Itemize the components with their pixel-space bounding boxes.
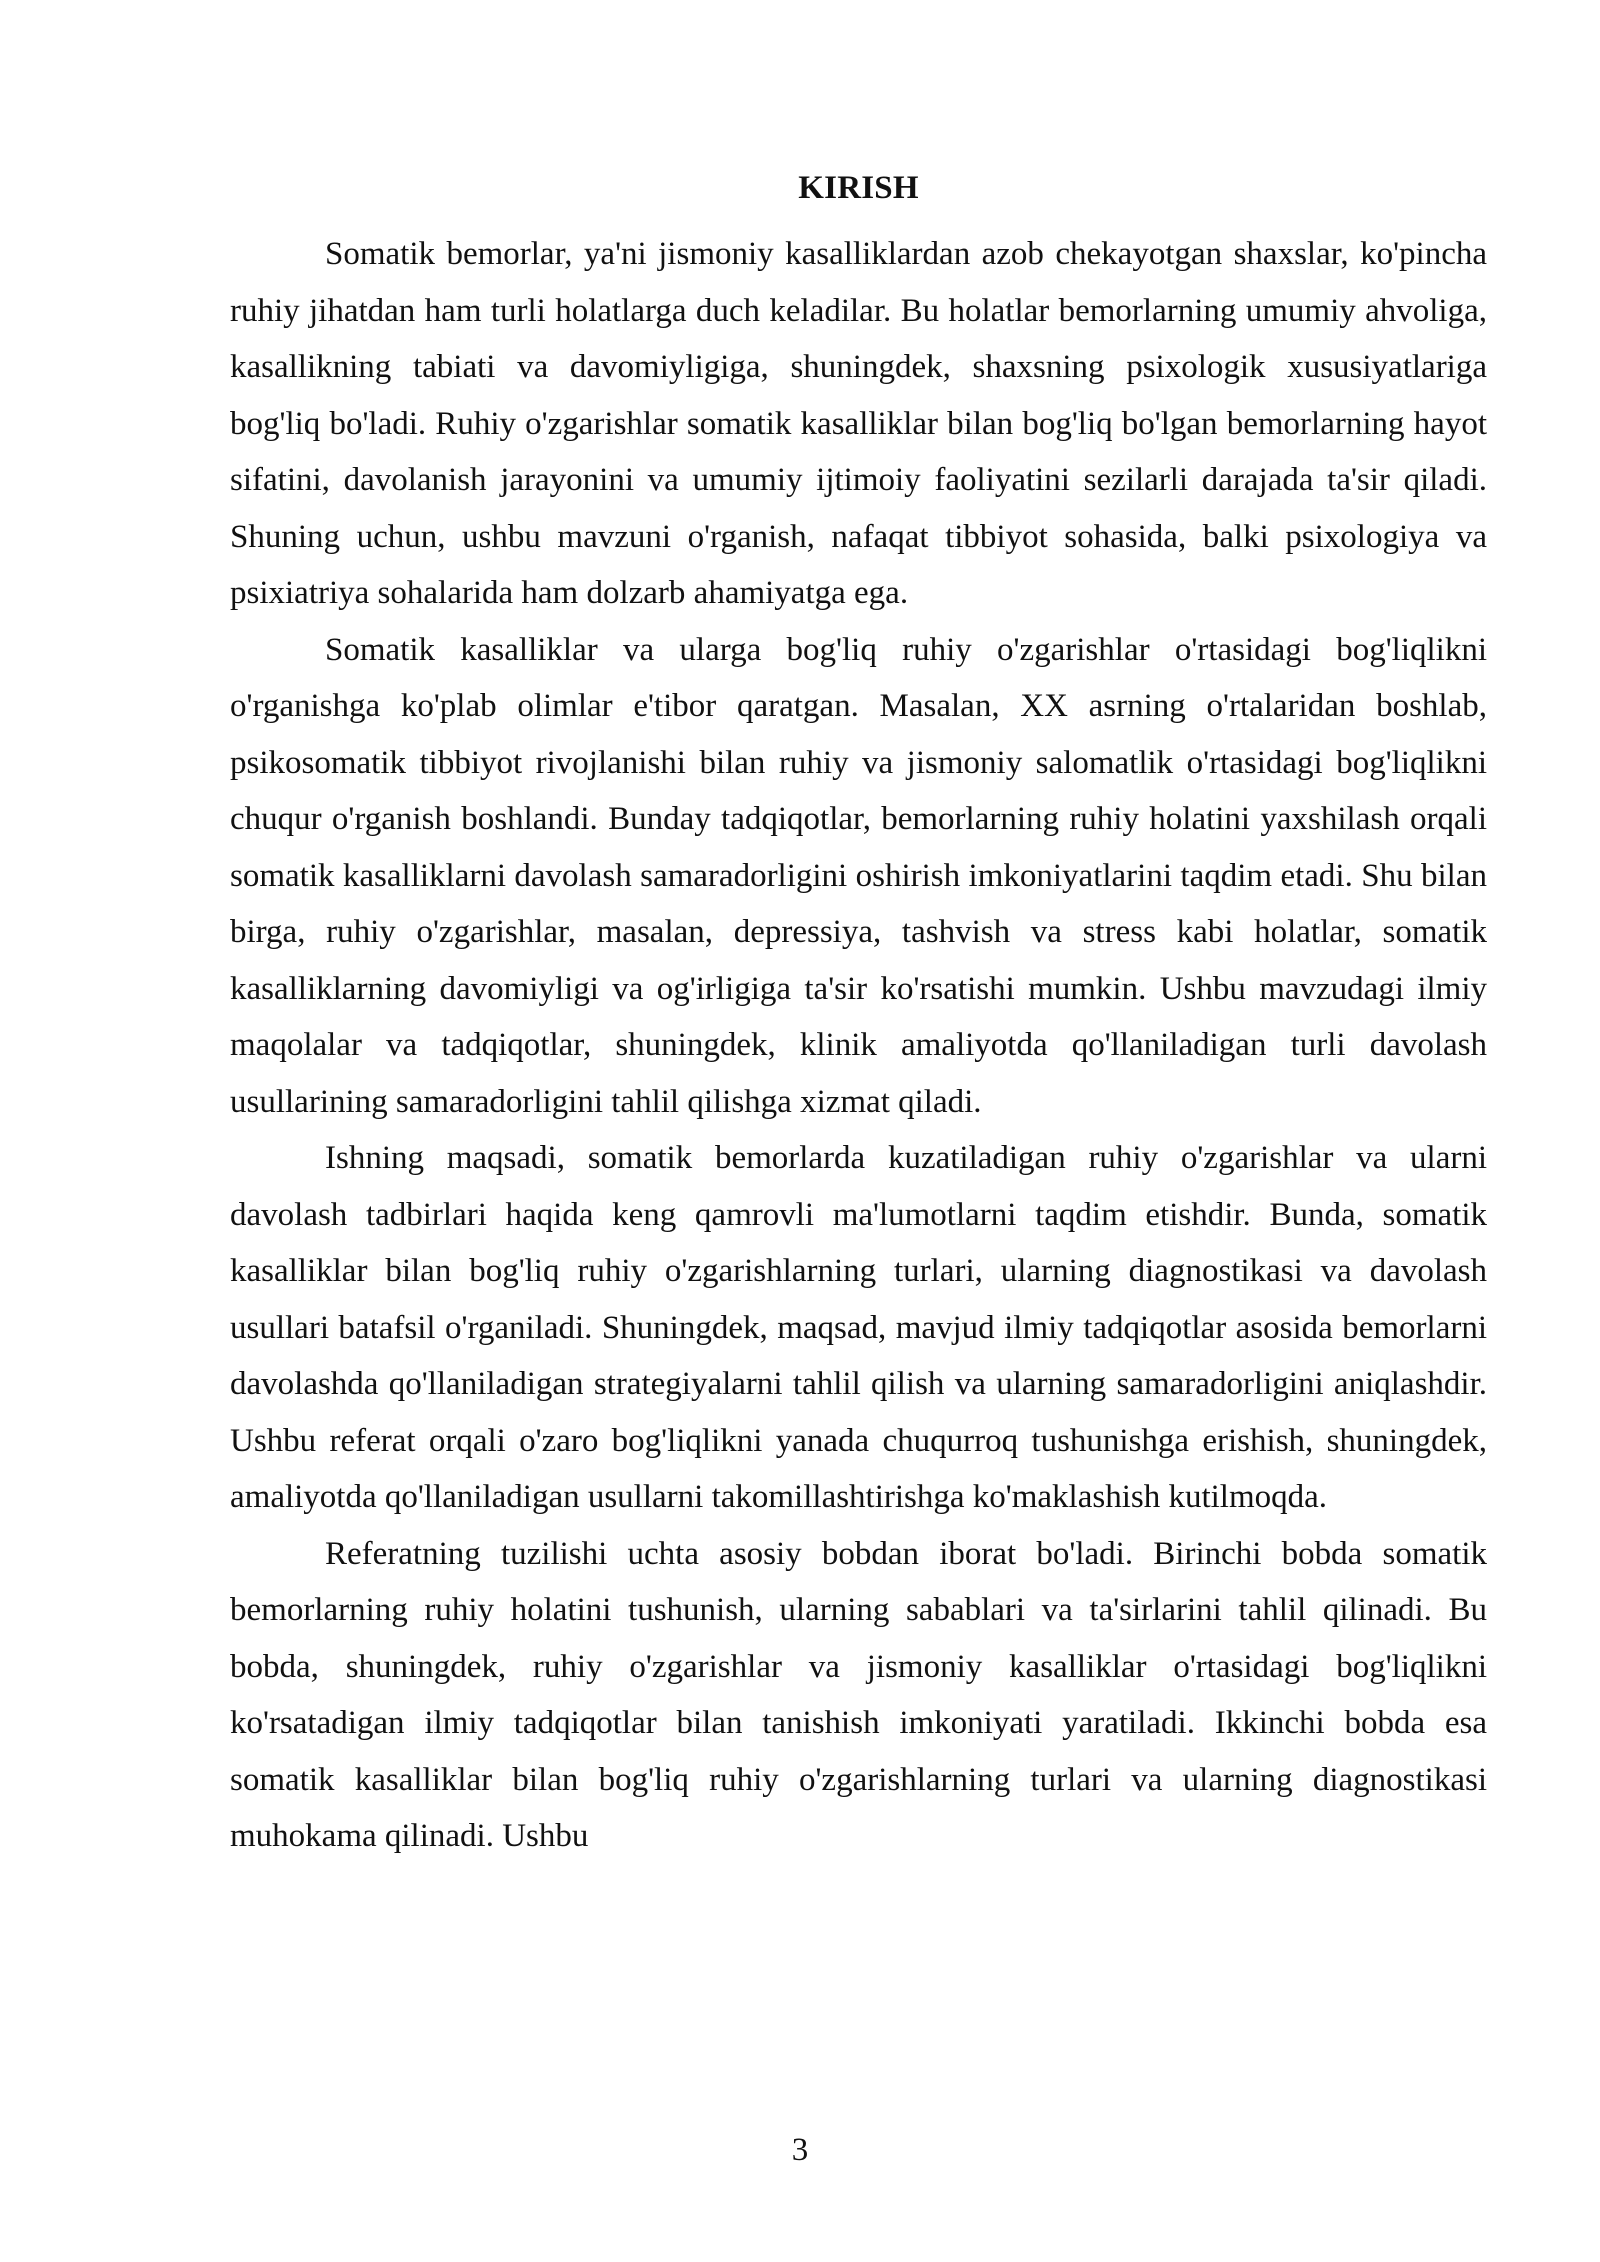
page-content [230, 160, 1487, 1865]
paragraph-1: Somatik bemorlar, ya'ni jismoniy kasalliklardan azob chekayotgan shaxslar, ko'pincha ruhiy jihatdan ham turli holatlarga duch keladilar. Bu holatlar bemorlarning umumiy ahvoliga, kasallikning tabiati va davomiyligiga, shuningdek, shaxsning psixologik xususiyatlariga bog'liq bo'ladi. Ruhiy o'zgarishlar somatik kasalliklar bilan bog'liq bo'lgan bemorlarning hayot sifatini, davolanish jarayonini va umumiy ijtimoiy faoliyatini sezilarli darajada ta'sir qiladi. Shuning uchun, ushbu mavzuni o'rganish, nafaqat tibbiyot sohasida, balki psixologiya va psixiatriya sohalarida ham dolzarb ahamiyatga ega. [230, 236, 1487, 611]
paragraph-3: Ishning maqsadi, somatik bemorlarda kuzatiladigan ruhiy o'zgarishlar va ularni davolash tadbirlari haqida keng qamrovli ma'lumotlarni taqdim etishdir. Bunda, somatik kasalliklar bilan bog'liq ruhiy o'zgarishlarning turlari, ularning diagnostikasi va davolash usullari batafsil o'rganiladi. Shuningdek, maqsad, mavjud ilmiy tadqiqotlar asosida bemorlarni davolashda qo'llaniladigan strategiyalarni tahlil qilish va ularning samaradorligini aniqlashdir. Ushbu referat orqali o'zaro bog'liqlikni yanada chuqurroq tushunishga erishish, shuningdek, amaliyotda qo'llaniladigan usullarni takomillashtirishga ko'maklashish kutilmoqda. [230, 1140, 1487, 1515]
paragraph-2: Somatik kasalliklar va ularga bog'liq ruhiy o'zgarishlar o'rtasidagi bog'liqlikni o'rganishga ko'plab olimlar e'tibor qaratgan. Masalan, XX asrning o'rtalaridan boshlab, psikosomatik tibbiyot rivojlanishi bilan ruhiy va jismoniy salomatlik o'rtasidagi bog'liqlikni chuqur o'rganish boshlandi. Bunday tadqiqotlar, bemorlarning ruhiy holatini yaxshilash orqali somatik kasalliklarni davolash samaradorligini oshirish imkoniyatlarini taqdim etadi. Shu bilan birga, ruhiy o'zgarishlar, masalan, depressiya, tashvish va stress kabi holatlar, somatik kasalliklarning davomiyligi va og'irligiga ta'sir ko'rsatishi mumkin. Ushbu mavzudagi ilmiy maqolalar va tadqiqotlar, shuningdek, klinik amaliyotda qo'llaniladigan turli davolash usullarining samaradorligini tahlil qilishga xizmat qiladi. [230, 631, 1487, 1120]
paragraph-4: Referatning tuzilishi uchta asosiy bobdan iborat bo'ladi. Birinchi bobda somatik bemorlarning ruhiy holatini tushunish, ularning sabablari va ta'sirlarini tahlil qilinadi. Bu bobda, shuningdek, ruhiy o'zgarishlar va jismoniy kasalliklar o'rtasidagi bog'liqlikni ko'rsatadigan ilmiy tadqiqotlar bilan tanishish imkoniyati yaratiladi. Ikkinchi bobda esa somatik kasalliklar bilan bog'liq ruhiy o'zgarishlarning turlari va ularning diagnostikasi muhokama qilinadi. Ushbu [230, 1535, 1487, 1854]
page-number: 3 [791, 2132, 809, 2168]
section-heading: KIRISH [798, 170, 919, 206]
